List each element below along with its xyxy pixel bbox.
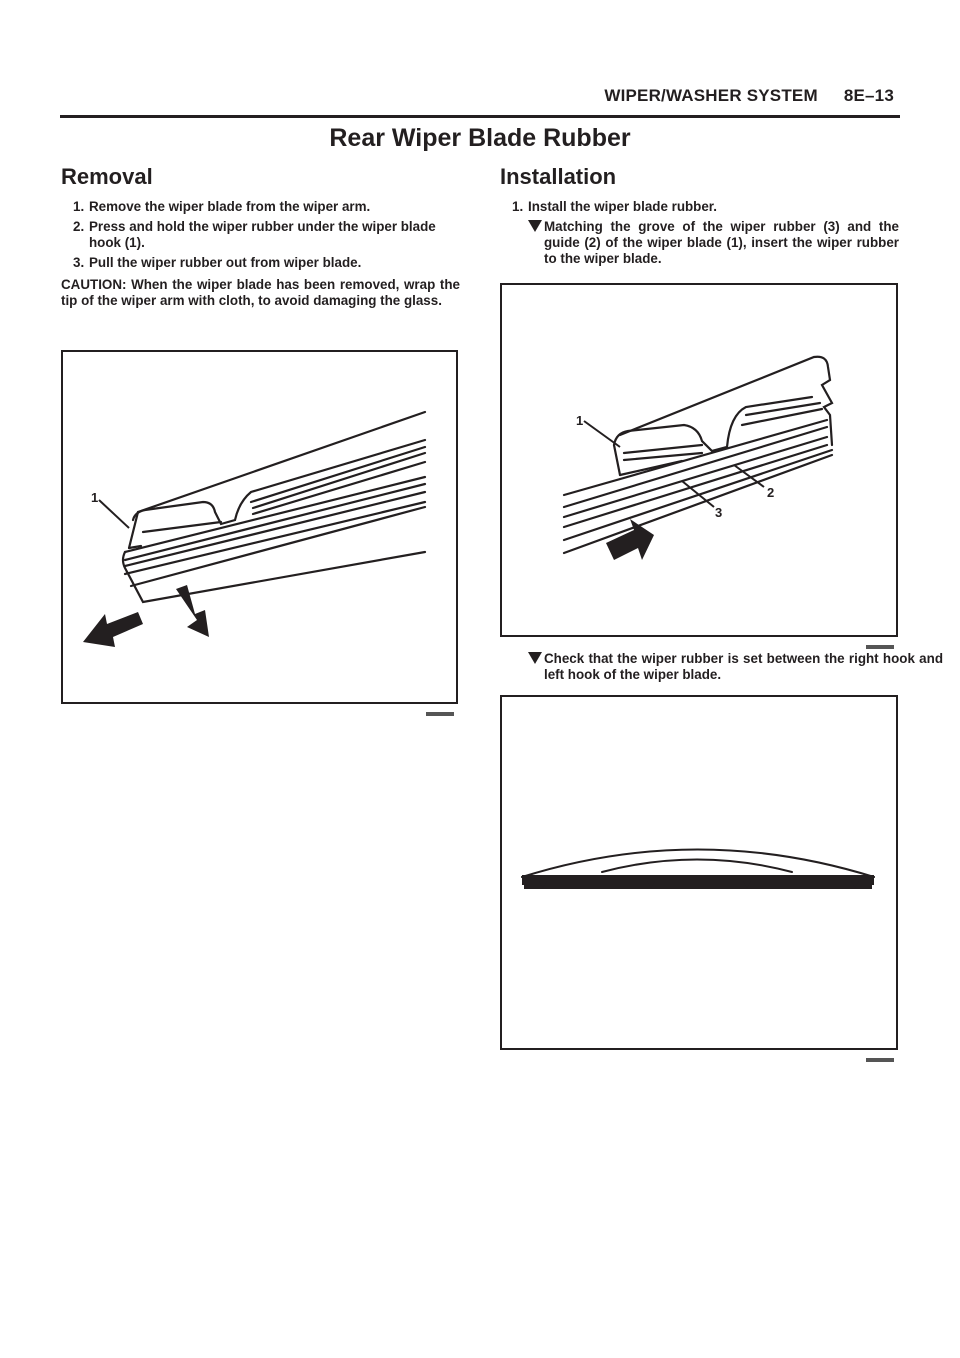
removal-step — [61, 199, 460, 215]
arrow-icon — [83, 612, 143, 647]
installation-section — [500, 164, 899, 267]
installation-steps — [500, 199, 899, 215]
header-text — [604, 86, 894, 106]
callout-3: 3 — [715, 505, 723, 520]
installation-heading: Installation — [500, 164, 617, 189]
step-text: Remove the wiper blade from the wiper arm. — [89, 199, 371, 214]
step-number: 2. — [73, 219, 85, 234]
arrow-icon — [606, 519, 654, 560]
down-triangle-icon — [528, 652, 542, 664]
wiper-rubber-insertion-illustration — [502, 285, 896, 635]
step-text: Install the wiper blade rubber. — [528, 199, 717, 214]
removal-section — [61, 164, 460, 309]
wiper-blade-body — [522, 875, 874, 885]
callout-2: 2 — [767, 485, 775, 500]
step-number: 3. — [73, 255, 85, 270]
removal-step — [61, 255, 460, 271]
installation-substep — [500, 219, 899, 267]
callout-1: 1 — [576, 413, 584, 428]
figure-code — [866, 645, 894, 649]
wiper-rubber — [524, 885, 872, 889]
header-rule — [60, 115, 900, 118]
removal-step — [61, 219, 460, 251]
section-title: WIPER/WASHER SYSTEM — [604, 86, 818, 105]
removal-heading: Removal — [61, 164, 153, 189]
installation-substep — [500, 651, 943, 683]
assembled-wiper-blade-illustration — [502, 697, 896, 1048]
step-number: 1. — [73, 199, 85, 214]
caution-note: CAUTION: When the wiper blade has been removed, wrap the tip of the wiper arm with cloth, to avoid damaging the glass. — [61, 277, 460, 308]
installation-step — [500, 199, 899, 215]
down-triangle-icon — [528, 220, 542, 232]
wiper-blade-removal-illustration — [63, 352, 456, 702]
figure-code — [426, 712, 454, 716]
substep-text: Check that the wiper rubber is set between the right hook and left hook of the wiper blade. — [544, 651, 943, 682]
figure-code — [866, 1058, 894, 1062]
installation-figure-2 — [500, 695, 898, 1050]
callout-1: 1 — [91, 490, 99, 505]
step-text: Press and hold the wiper rubber under the wiper blade hook (1). — [89, 219, 436, 250]
substep-text: Matching the grove of the wiper rubber (3) and the guide (2) of the wiper blade (1), insert the wiper rubber to the wiper blade. — [544, 219, 899, 266]
page-number: 8E–13 — [843, 86, 894, 105]
removal-figure — [61, 350, 458, 704]
page-title: Rear Wiper Blade Rubber — [329, 124, 631, 152]
step-text: Pull the wiper rubber out from wiper blade. — [89, 255, 362, 270]
callout-leader — [99, 500, 129, 528]
page-header — [60, 86, 900, 114]
step-number: 1. — [512, 199, 524, 214]
removal-steps — [61, 199, 460, 271]
installation-figure-1 — [500, 283, 898, 637]
callout-leader — [584, 421, 620, 447]
